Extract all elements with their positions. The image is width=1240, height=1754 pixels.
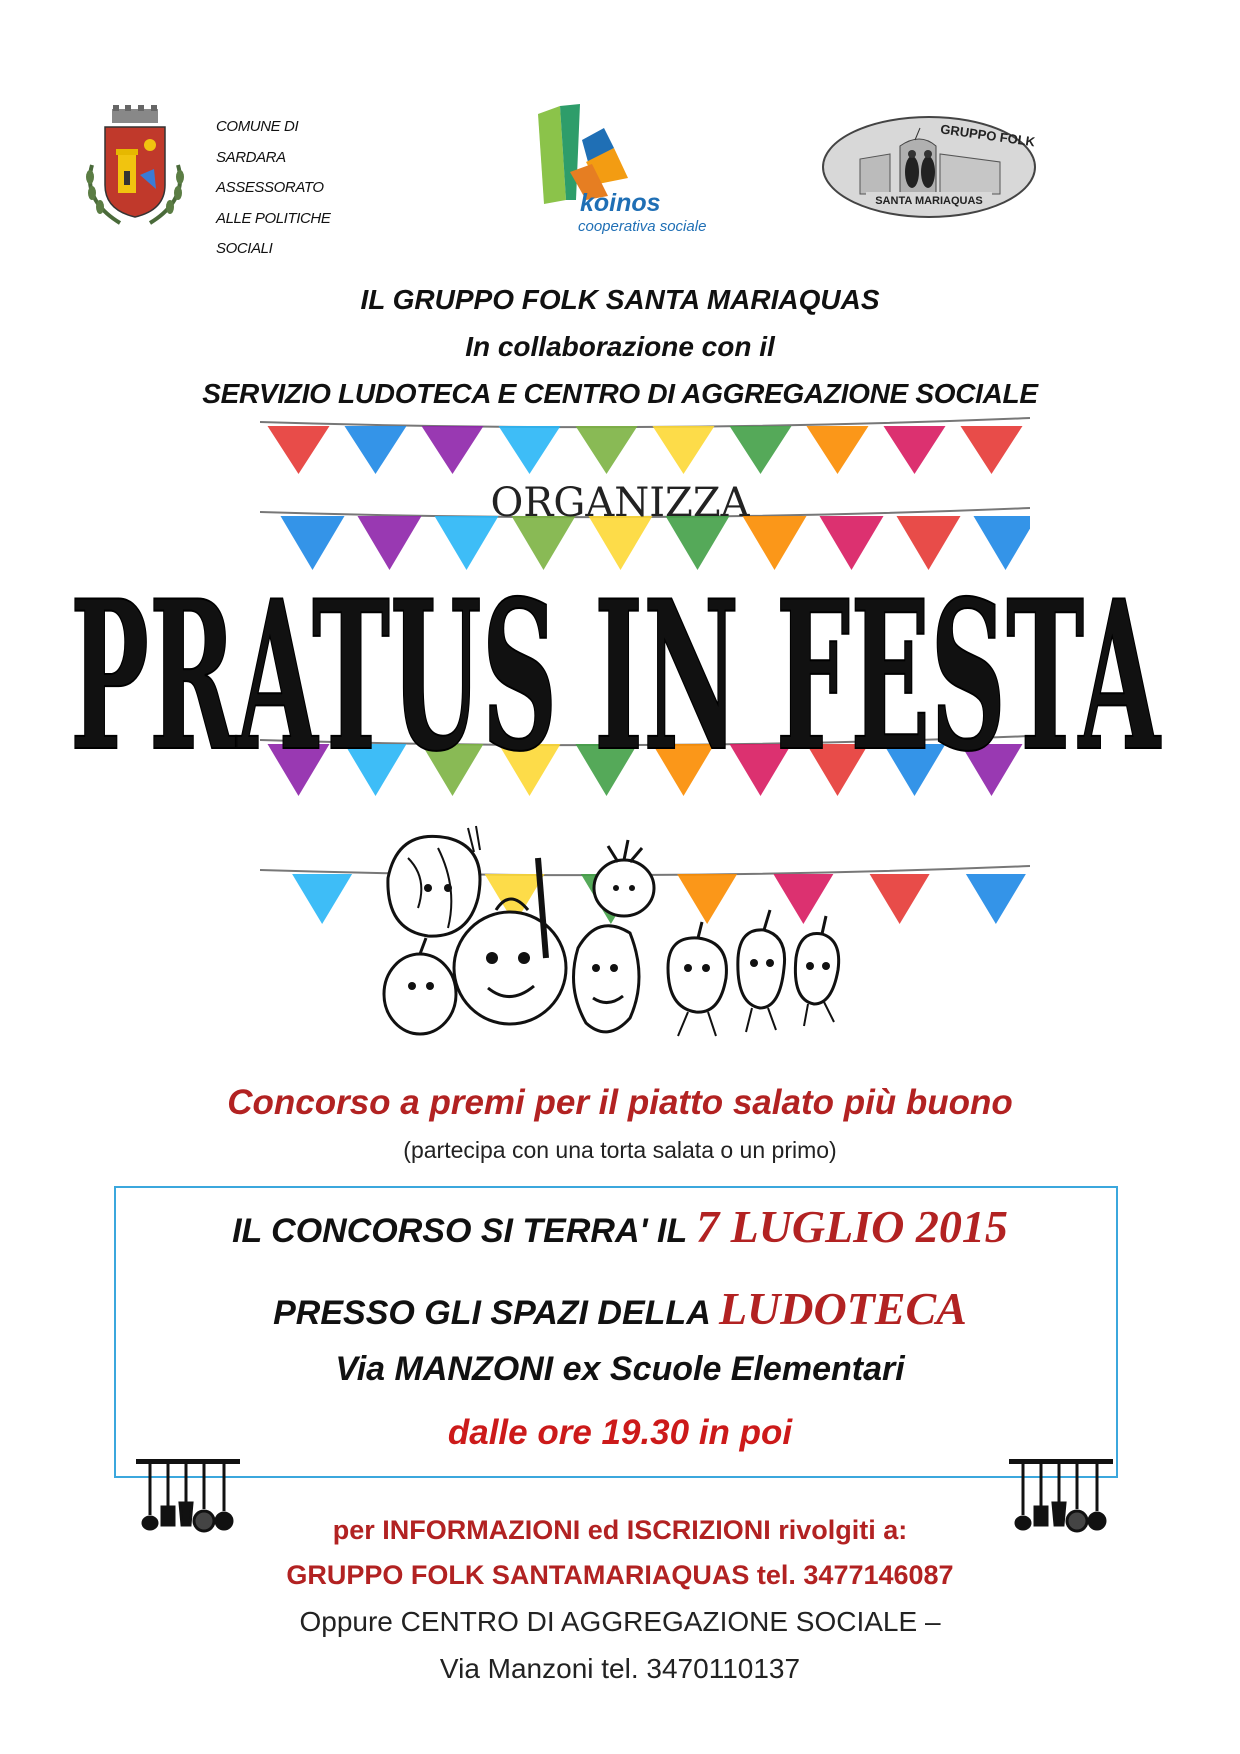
contact-folk-phone: GRUPPO FOLK SANTAMARIAQUAS tel. 3477146087 <box>286 1560 954 1590</box>
bunting-flag <box>807 426 869 474</box>
comune-text-block <box>216 112 330 265</box>
cartoon-vegetables-illustration <box>368 818 888 1050</box>
contact-intro: per INFORMAZIONI ed ISCRIZIONI rivolgiti a: <box>332 1515 908 1545</box>
bunting-flag <box>576 426 638 474</box>
contest-date-line <box>0 1200 1240 1253</box>
koinos-logo <box>530 100 730 240</box>
organizer-line-1: IL GRUPPO FOLK SANTA MARIAQUAS <box>360 284 880 315</box>
comune-line: SOCIALI <box>216 240 273 257</box>
contest-time: dalle ore 19.30 in poi <box>447 1413 793 1452</box>
contest-address: Via MANZONI ex Scuole Elementari <box>335 1350 905 1388</box>
koinos-name: koinos <box>580 189 661 217</box>
contest-headline: Concorso a premi per il piatto salato più buono <box>227 1083 1013 1122</box>
bunting-flag <box>268 426 330 474</box>
bunting-flag <box>961 426 1023 474</box>
comune-line: ASSESSORATO <box>216 179 324 196</box>
comune-line: COMUNE DI <box>216 118 299 135</box>
sardara-crest-logo <box>80 105 190 230</box>
folk-logo-subtitle: SANTA MARIAQUAS <box>875 195 983 207</box>
event-title-text: PRATUS IN FESTA <box>70 557 1162 786</box>
details-box-bottom-rule <box>114 1476 1116 1478</box>
organizer-line-3: SERVIZIO LUDOTECA E CENTRO DI AGGREGAZIONE SOCIALE <box>202 378 1038 409</box>
bunting-flag <box>966 874 1026 924</box>
gruppo-folk-logo <box>820 114 1038 220</box>
bunting-flag <box>292 874 352 924</box>
place-prefix: PRESSO GLI SPAZI DELLA <box>273 1294 710 1332</box>
contest-date: 7 LUGLIO 2015 <box>696 1201 1008 1252</box>
bunting-flag <box>730 426 792 474</box>
organizza-heading: ORGANIZZA <box>490 480 750 526</box>
contest-place-line <box>0 1282 1240 1335</box>
organizer-line-2: In collaborazione con il <box>465 331 775 362</box>
comune-line: ALLE POLITICHE <box>216 209 331 227</box>
koinos-tagline: cooperativa sociale <box>578 218 707 235</box>
comune-line: SARDARA <box>216 148 286 166</box>
bunting-string <box>260 418 1030 427</box>
bunting-flag <box>422 426 484 474</box>
contest-place: LUDOTECA <box>718 1283 967 1334</box>
bunting-flag <box>653 426 715 474</box>
contest-note: (partecipa con una torta salata o un primo) <box>403 1137 837 1163</box>
event-title <box>60 536 1170 786</box>
bunting-flag <box>884 426 946 474</box>
bunting-flag <box>345 426 407 474</box>
date-prefix: IL CONCORSO SI TERRA' IL <box>232 1212 687 1250</box>
bunting-flag <box>499 426 561 474</box>
contact-centro-phone: Via Manzoni tel. 3470110137 <box>439 1653 801 1684</box>
contact-centro: Oppure CENTRO DI AGGREGAZIONE SOCIALE – <box>299 1606 941 1637</box>
folk-logo-title: GRUPPO FOLK <box>939 121 1037 150</box>
